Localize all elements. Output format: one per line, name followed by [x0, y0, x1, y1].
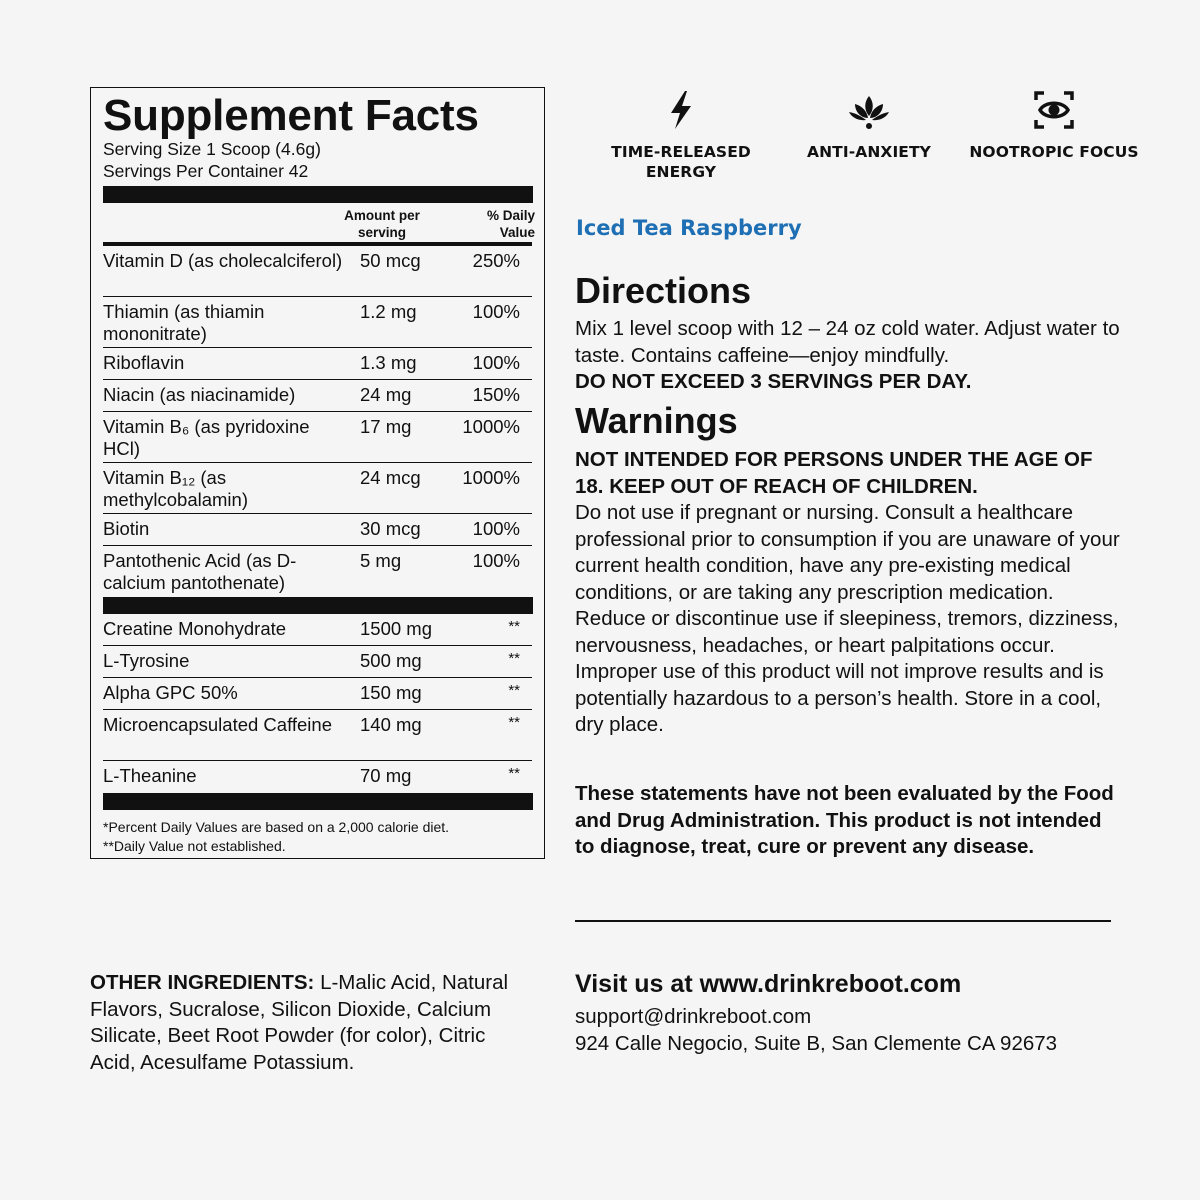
footnote-percent-dv: *Percent Daily Values are based on a 2,000 calorie diet. [103, 819, 450, 835]
nutrient-name: Riboflavin [103, 352, 185, 373]
serving-size: Serving Size 1 Scoop (4.6g) [103, 139, 321, 159]
ingredient-amount: 500 mg [360, 650, 422, 671]
ingredient-amount: 70 mg [360, 765, 412, 786]
nutrient-name: Biotin [103, 518, 150, 539]
ingredient-name: Microencapsulated Caffeine [103, 714, 332, 735]
nutrient-dv: 150% [472, 384, 520, 405]
other-ingredients-label: OTHER INGREDIENTS: [90, 971, 315, 994]
table-row [103, 297, 532, 348]
other-ingredients-list: L-Malic Acid, Natural Flavors, Sucralose, Silicon Dioxide, Calcium Silicate, Beet Root Powder (for color), Citric Acid, Acesulfame Potassium. [90, 971, 509, 1074]
feature-focus [969, 88, 1139, 162]
ingredient-amount: 140 mg [360, 714, 422, 735]
ingredient-name: L-Theanine [103, 765, 197, 786]
amount-per-serving-header: Amount per serving [344, 208, 420, 240]
feature-label: NOOTROPIC FOCUS [969, 143, 1139, 161]
supplement-facts-panel [90, 87, 545, 859]
directions-text [575, 316, 1120, 396]
ingredient-name: Creatine Monohydrate [103, 618, 287, 639]
nutrient-name: Niacin (as niacinamide) [103, 384, 296, 405]
eye-icon [1032, 88, 1076, 132]
ingredient-dv: ** [508, 714, 520, 731]
ingredient-dv: ** [508, 682, 520, 699]
nutrient-dv: 100% [472, 301, 520, 322]
nutrient-amount: 17 mg [360, 416, 412, 437]
ingredient-name: Alpha GPC 50% [103, 682, 238, 703]
nutrient-amount: 1.3 mg [360, 352, 417, 373]
feature-label: ANTI-ANXIETY [806, 143, 931, 161]
lotus-icon [845, 88, 893, 132]
website-link[interactable]: Visit us at www.drinkreboot.com [575, 970, 962, 998]
nutrient-dv: 100% [472, 352, 520, 373]
vitamin-rows [103, 246, 532, 597]
directions-body: Mix 1 level scoop with 12 – 24 oz cold water. Adjust water to taste. Contains caffeine—enjoy mindfully. [575, 317, 1120, 367]
nutrient-amount: 5 mg [360, 550, 402, 571]
feature-label: TIME-RELEASED ENERGY [611, 143, 751, 181]
table-row [103, 710, 532, 761]
support-email[interactable]: support@drinkreboot.com [575, 1005, 812, 1028]
thick-divider [103, 186, 533, 203]
thick-divider [103, 597, 533, 614]
fda-statement: These statements have not been evaluated by the Food and Drug Administration. This product is not intended to diagnose, treat, cure or prevent any disease. [575, 782, 1114, 858]
ingredient-dv: ** [508, 765, 520, 782]
footnotes [103, 818, 532, 856]
nutrient-dv: 1000% [462, 467, 520, 488]
nutrient-amount: 24 mg [360, 384, 412, 405]
directions-limit: DO NOT EXCEED 3 SERVINGS PER DAY. [575, 370, 972, 393]
nutrient-name: Vitamin D (as cholecalciferol) [103, 250, 343, 271]
directions-title: Directions [575, 270, 752, 311]
thick-divider [103, 793, 533, 810]
nutrient-amount: 24 mcg [360, 467, 421, 488]
table-row [103, 614, 532, 646]
ingredient-amount: 150 mg [360, 682, 422, 703]
feature-energy [596, 88, 766, 182]
table-row [103, 678, 532, 710]
nutrient-amount: 50 mcg [360, 250, 421, 271]
nutrient-name: Thiamin (as thiamin mononitrate) [103, 301, 265, 344]
nutrient-amount: 30 mcg [360, 518, 421, 539]
section-divider [575, 920, 1111, 922]
table-row [103, 463, 532, 514]
warnings-age-notice: NOT INTENDED FOR PERSONS UNDER THE AGE OF 18. KEEP OUT OF REACH OF CHILDREN. [575, 448, 1093, 498]
column-headers [103, 203, 535, 246]
nutrient-dv: 100% [472, 518, 520, 539]
table-row [103, 761, 532, 793]
table-row [103, 348, 532, 380]
warnings-body: Do not use if pregnant or nursing. Consult a healthcare professional prior to consumption if you are unaware of your current health condition, have any pre-existing medical conditions, or are taking any prescription medication. Reduce or discontinue use if sleepiness, tremors, dizziness, nervousness, headaches, or heart palpitations occur. Improper use of this product will not improve results and is potentially hazardous to a person’s health. Store in a cool, dry place. [575, 501, 1120, 736]
lightning-icon [661, 88, 701, 132]
table-row [103, 380, 532, 412]
nutrient-dv: 1000% [462, 416, 520, 437]
ingredient-amount: 1500 mg [360, 618, 432, 639]
servings-per-container: Servings Per Container 42 [103, 161, 309, 181]
nutrient-name: Vitamin B₁₂ (as methylcobalamin) [103, 467, 248, 510]
flavor-name: Iced Tea Raspberry [576, 216, 802, 240]
footnote-dv-not-established: **Daily Value not established. [103, 838, 286, 854]
nutrient-dv: 250% [472, 250, 520, 271]
nutrient-amount: 1.2 mg [360, 301, 417, 322]
contact-info [575, 1004, 1057, 1057]
table-row [103, 412, 532, 463]
daily-value-header: % Daily Value [486, 208, 535, 240]
nutrient-name: Vitamin B₆ (as pyridoxine HCl) [103, 416, 310, 459]
facts-title: Supplement Facts [103, 91, 479, 140]
ingredient-dv: ** [508, 618, 520, 635]
feature-anti-anxiety [784, 88, 954, 162]
table-row [103, 546, 532, 597]
ingredient-dv: ** [508, 650, 520, 667]
table-row [103, 514, 532, 546]
other-ingredients [90, 970, 510, 1076]
table-row [103, 646, 532, 678]
address: 924 Calle Negocio, Suite B, San Clemente CA 92673 [575, 1031, 1058, 1055]
table-row [103, 246, 532, 297]
nutrient-dv: 100% [472, 550, 520, 571]
warnings-text [575, 447, 1120, 739]
nutrient-name: Pantothenic Acid (as D-calcium pantothenate) [103, 550, 297, 593]
ingredient-name: L-Tyrosine [103, 650, 190, 671]
ingredient-rows [103, 614, 532, 793]
warnings-title: Warnings [575, 400, 738, 441]
